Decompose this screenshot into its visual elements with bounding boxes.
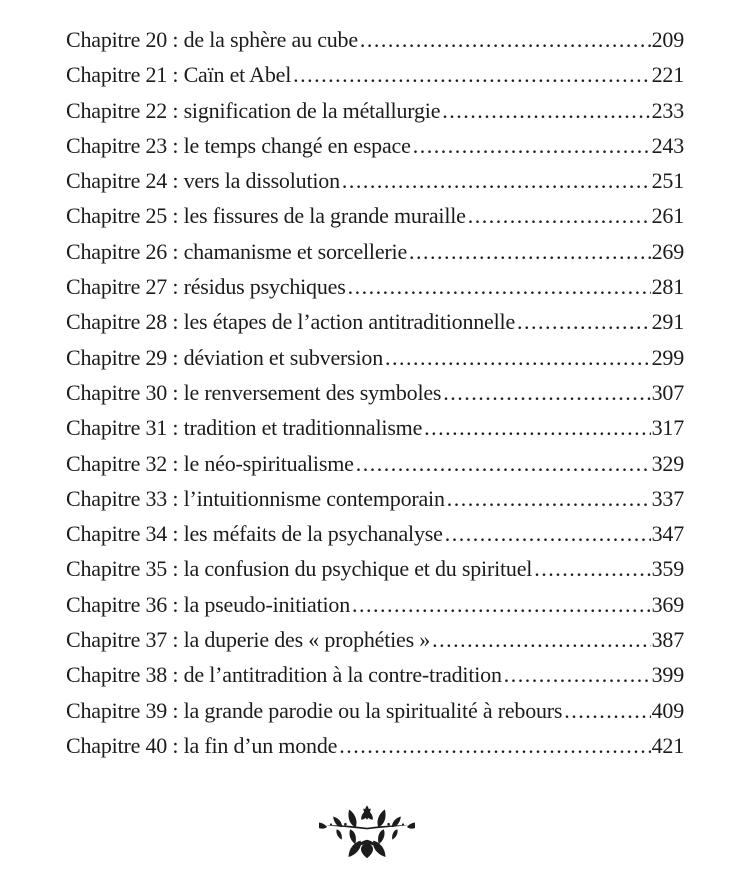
toc-row (66, 622, 684, 657)
toc-entry-label: Chapitre 26 : chamanisme et sorcellerie (66, 238, 408, 264)
toc-entry-page: 261 (651, 203, 684, 229)
toc-entry-label: Chapitre 33 : l’intuitionnisme contemporain (66, 485, 445, 511)
toc-dot-leader (466, 198, 651, 233)
toc-row (66, 657, 684, 692)
toc-dot-leader (354, 446, 651, 481)
toc-dot-leader (291, 57, 650, 92)
toc-dot-leader (407, 234, 651, 269)
toc-entry-page: 399 (651, 662, 684, 688)
toc-entry-page: 421 (651, 732, 684, 758)
toc-entry-page: 359 (651, 556, 684, 582)
toc-dot-leader (422, 410, 650, 445)
toc-entry-page: 369 (651, 591, 684, 617)
toc-dot-leader (350, 587, 651, 622)
toc-entry-label: Chapitre 22 : signification de la métallurgie (66, 97, 441, 123)
fleuron-ornament (0, 802, 733, 860)
toc-entry-page: 209 (651, 27, 684, 52)
toc-dot-leader (440, 93, 650, 128)
toc-entry-page: 329 (651, 450, 684, 476)
fleuron-icon (319, 802, 415, 860)
toc-row (66, 234, 684, 269)
toc-row (66, 551, 684, 586)
toc-row (66, 57, 684, 92)
toc-entry-page: 291 (651, 309, 684, 335)
table-of-contents (66, 22, 684, 763)
toc-row (66, 269, 684, 304)
toc-entry-label: Chapitre 35 : la confusion du psychique et du spirituel (66, 556, 533, 582)
toc-dot-leader (532, 551, 650, 586)
toc-entry-page: 269 (651, 238, 684, 264)
toc-entry-page: 299 (651, 344, 684, 370)
toc-entry-page: 347 (651, 521, 684, 547)
toc-entry-page: 409 (651, 697, 684, 723)
toc-row (66, 693, 684, 728)
toc-row (66, 375, 684, 410)
toc-dot-leader (502, 657, 651, 692)
toc-entry-page: 281 (651, 274, 684, 300)
toc-entry-page: 307 (651, 379, 684, 405)
toc-dot-leader (337, 728, 650, 763)
toc-entry-label: Chapitre 39 : la grande parodie ou la spiritualité à rebours (66, 697, 563, 723)
toc-entry-label: Chapitre 25 : les fissures de la grande muraille (66, 203, 466, 229)
toc-row (66, 516, 684, 551)
toc-row (66, 728, 684, 763)
toc-entry-label: Chapitre 28 : les étapes de l’action antitraditionnelle (66, 309, 516, 335)
toc-row (66, 446, 684, 481)
toc-dot-leader (340, 163, 651, 198)
toc-dot-leader (430, 622, 651, 657)
toc-row (66, 128, 684, 163)
toc-row (66, 340, 684, 375)
toc-dot-leader (358, 22, 651, 57)
toc-row (66, 481, 684, 516)
toc-row (66, 410, 684, 445)
toc-entry-label: Chapitre 24 : vers la dissolution (66, 168, 340, 194)
toc-entry-label: Chapitre 20 : de la sphère au cube (66, 27, 358, 52)
toc-entry-label: Chapitre 37 : la duperie des « prophéties » (66, 627, 431, 653)
toc-dot-leader (441, 375, 650, 410)
toc-row (66, 22, 684, 57)
toc-entry-label: Chapitre 31 : tradition et traditionnalisme (66, 415, 423, 441)
toc-entry-page: 317 (651, 415, 684, 441)
toc-entry-label: Chapitre 29 : déviation et subversion (66, 344, 384, 370)
toc-entry-label: Chapitre 32 : le néo-spiritualisme (66, 450, 354, 476)
toc-entry-page: 337 (651, 485, 684, 511)
toc-row (66, 93, 684, 128)
toc-entry-label: Chapitre 34 : les méfaits de la psychanalyse (66, 521, 443, 547)
toc-entry-label: Chapitre 23 : le temps changé en espace (66, 132, 411, 158)
toc-dot-leader (443, 516, 651, 551)
toc-dot-leader (346, 269, 651, 304)
toc-entry-page: 251 (651, 168, 684, 194)
toc-entry-page: 221 (651, 62, 684, 88)
toc-row (66, 587, 684, 622)
toc-dot-leader (562, 693, 650, 728)
toc-row (66, 198, 684, 233)
toc-entry-label: Chapitre 21 : Caïn et Abel (66, 62, 292, 88)
toc-entry-label: Chapitre 27 : résidus psychiques (66, 274, 346, 300)
toc-entry-label: Chapitre 30 : le renversement des symboles (66, 379, 442, 405)
toc-entry-label: Chapitre 36 : la pseudo-initiation (66, 591, 351, 617)
toc-entry-page: 243 (651, 132, 684, 158)
toc-entry-label: Chapitre 38 : de l’antitradition à la contre-tradition (66, 662, 502, 688)
toc-dot-leader (445, 481, 651, 516)
toc-dot-leader (515, 304, 651, 339)
toc-row (66, 163, 684, 198)
toc-entry-page: 233 (651, 97, 684, 123)
toc-entry-label: Chapitre 40 : la fin d’un monde (66, 732, 338, 758)
toc-row (66, 304, 684, 339)
toc-dot-leader (383, 340, 651, 375)
toc-dot-leader (411, 128, 651, 163)
toc-entry-page: 387 (651, 627, 684, 653)
